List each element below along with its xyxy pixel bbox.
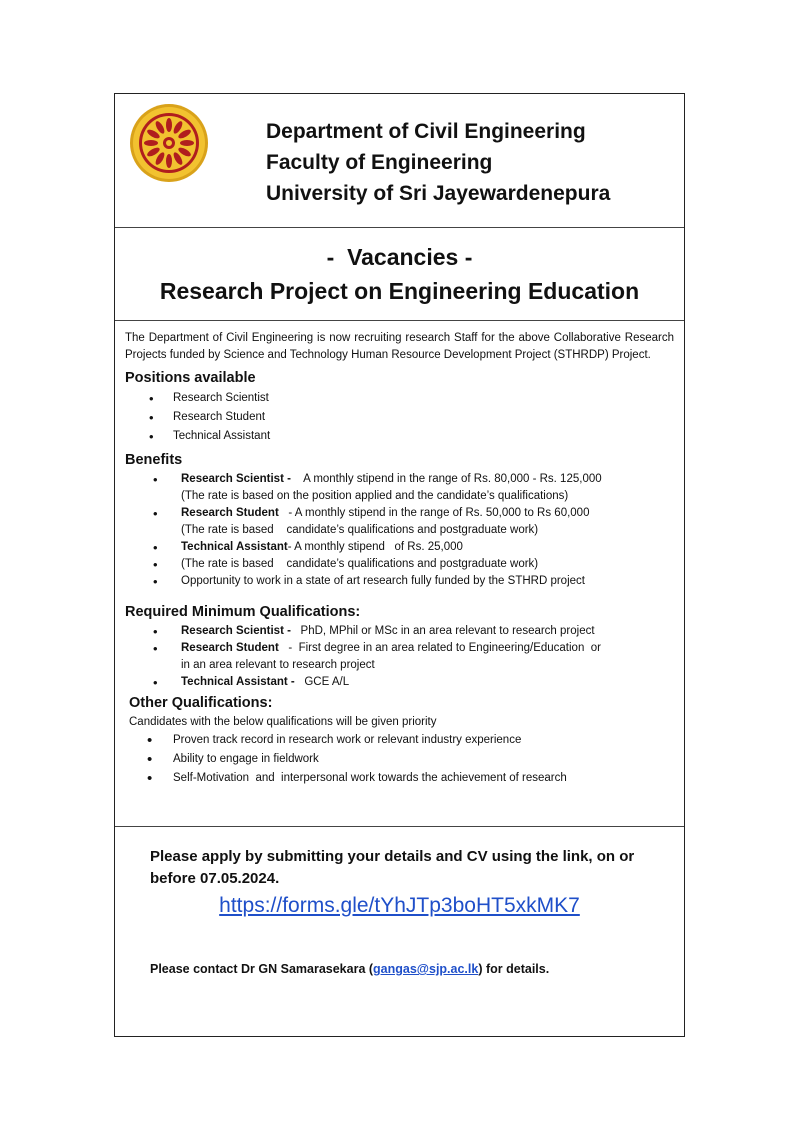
qualification-text: PhD, MPhil or MSc in an area relevant to research project <box>290 625 595 637</box>
list-item: • Research Scientist <box>125 389 674 408</box>
role-label: Research Student <box>181 507 279 519</box>
qualification-text: GCE A/L <box>294 676 350 688</box>
list-item: • Technical Assistant <box>125 427 674 446</box>
application-form-link[interactable]: https://forms.gle/tYhJTp3boHT5xkMK7 <box>219 894 580 917</box>
other-qualifications-heading: Other Qualifications: <box>129 695 273 711</box>
divider <box>115 227 684 228</box>
list-item <box>125 573 674 590</box>
notice-title <box>115 240 684 308</box>
benefit-text: - A monthly stipend in the range of Rs. 50,000 to Rs 60,000 <box>278 507 590 519</box>
contact-prefix: Please contact Dr GN Samarasekara ( <box>150 962 374 976</box>
header-block <box>266 116 610 209</box>
apply-instructions: Please apply by submitting your details and CV using the link, on or before 07.05.2024. <box>150 848 635 887</box>
list-item <box>125 556 674 573</box>
benefits-list <box>125 471 674 590</box>
qualifications-list <box>125 623 674 691</box>
benefit-note: (The rate is based on the position applied and the candidate’s qualifications) <box>181 490 569 502</box>
qualifications-heading: Required Minimum Qualifications: <box>125 604 361 620</box>
university-name: University of Sri Jayewardenepura <box>266 182 611 205</box>
list-item: • Self-Motivation and interpersonal work towards the achievement of research <box>125 769 674 788</box>
divider <box>115 826 684 827</box>
benefit-text: (The rate is based candidate’s qualifications and postgraduate work) <box>181 558 539 570</box>
benefit-note: (The rate is based candidate’s qualifications and postgraduate work) <box>181 524 539 536</box>
department-name: Department of Civil Engineering <box>266 120 586 143</box>
list-item <box>125 471 674 505</box>
contact-line <box>150 962 674 976</box>
list-item <box>125 623 674 640</box>
positions-heading: Positions available <box>125 370 256 386</box>
qualification-note: in an area relevant to research project <box>181 659 375 671</box>
list-item <box>125 640 674 674</box>
project-heading: Research Project on Engineering Education <box>159 278 640 304</box>
role-label: Research Scientist - <box>181 473 291 485</box>
benefit-text: - A monthly stipend of Rs. 25,000 <box>287 541 463 553</box>
faculty-name: Faculty of Engineering <box>266 151 493 174</box>
benefit-text: Opportunity to work in a state of art research fully funded by the STHRD project <box>181 575 585 587</box>
list-item <box>125 539 674 556</box>
qualification-text: - First degree in an area related to Engineering/Education or <box>278 642 601 654</box>
contact-email-link[interactable]: gangas@sjp.ac.lk <box>373 962 479 976</box>
priority-note: Candidates with the below qualifications will be given priority <box>129 716 437 728</box>
vacancies-heading: - Vacancies - <box>326 244 473 270</box>
notice-body <box>125 330 674 788</box>
list-item: • Research Student <box>125 408 674 427</box>
list-item: • Proven track record in research work or relevant industry experience <box>125 731 674 750</box>
benefit-text: A monthly stipend in the range of Rs. 80,000 - Rs. 125,000 <box>290 473 602 485</box>
intro-paragraph: The Department of Civil Engineering is now recruiting research Staff for the above Collaborative Research Projects funded by Science and Technology Human Resource Development Project (STHRDP) Project. <box>125 332 674 361</box>
role-label: Research Scientist - <box>181 625 291 637</box>
list-item <box>125 674 674 691</box>
contact-suffix: ) for details. <box>478 962 550 976</box>
vacancy-notice <box>114 93 685 1037</box>
positions-list <box>125 389 674 446</box>
role-label: Research Student <box>181 642 279 654</box>
role-label: Technical Assistant - <box>181 676 295 688</box>
list-item: • Ability to engage in fieldwork <box>125 750 674 769</box>
list-item <box>125 505 674 539</box>
university-seal-icon <box>129 103 209 183</box>
other-qualifications-list <box>125 731 674 788</box>
role-label: Technical Assistant <box>181 541 288 553</box>
benefits-heading: Benefits <box>125 452 183 468</box>
divider <box>115 320 684 321</box>
